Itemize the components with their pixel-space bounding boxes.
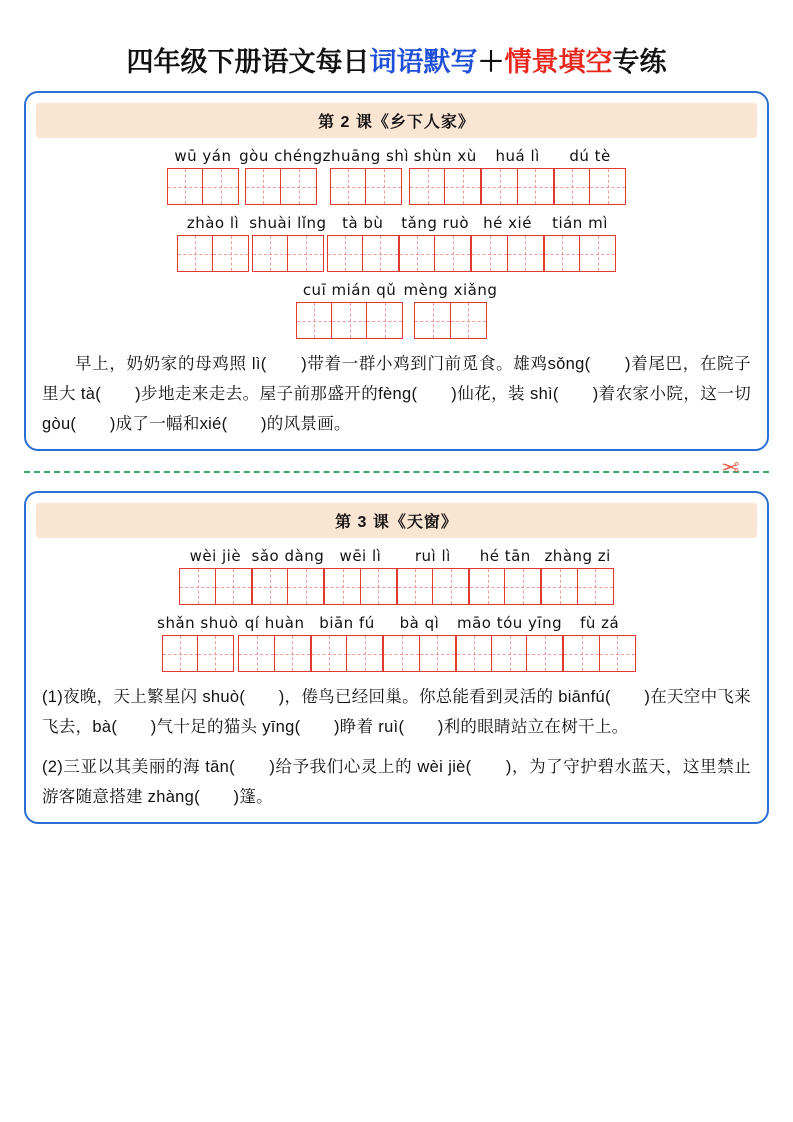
tianzi-cell[interactable] bbox=[419, 635, 456, 672]
pinyin-label: shùn xù bbox=[413, 147, 477, 165]
pinyin-label: huá lì bbox=[495, 147, 540, 165]
tianzi-boxes bbox=[245, 168, 317, 205]
word-row bbox=[26, 613, 767, 672]
tianzi-cell[interactable] bbox=[287, 568, 324, 605]
word-item bbox=[324, 546, 396, 605]
tianzi-cell[interactable] bbox=[504, 568, 541, 605]
fill-in-blank-paragraph[interactable]: 早上，奶奶家的母鸡照 lì( )带着一群小鸡到门前觅食。雄鸡sǒng( )着尾巴，在院子里大 tà( )步地走来走去。屋子前那盛开的fèng( )仙花，装 shì( )着农家小院，这一切 gòu( )成了一幅和xié( )的风景画。 bbox=[42, 355, 751, 433]
pinyin-label: shǎn shuò bbox=[157, 614, 239, 632]
word-item bbox=[252, 546, 325, 605]
page-title bbox=[24, 40, 769, 79]
tianzi-cell[interactable] bbox=[471, 235, 508, 272]
pinyin-label: zhuāng shì bbox=[322, 147, 410, 165]
page-title-part3: 情景填空 bbox=[504, 47, 613, 77]
pinyin-label: cuī mián qǔ bbox=[302, 281, 397, 299]
tianzi-cell[interactable] bbox=[366, 302, 403, 339]
page-title-part1: 四年级下册语文每日 bbox=[126, 47, 370, 77]
tianzi-cell[interactable] bbox=[434, 235, 471, 272]
word-item bbox=[469, 546, 541, 605]
word-item bbox=[239, 146, 322, 205]
tianzi-cell[interactable] bbox=[491, 635, 528, 672]
pinyin-label: tǎng ruò bbox=[401, 214, 470, 232]
tianzi-boxes bbox=[409, 168, 481, 205]
pinyin-label: mèng xiǎng bbox=[403, 281, 498, 299]
tianzi-cell[interactable] bbox=[589, 168, 626, 205]
tianzi-boxes bbox=[252, 235, 324, 272]
pinyin-label: tà bù bbox=[342, 214, 384, 232]
word-row bbox=[26, 213, 767, 272]
word-item bbox=[456, 613, 564, 672]
pinyin-label: zhào lì bbox=[186, 214, 240, 232]
tianzi-boxes bbox=[471, 235, 543, 272]
word-item bbox=[177, 213, 249, 272]
word-item bbox=[481, 146, 553, 205]
tianzi-cell[interactable] bbox=[202, 168, 239, 205]
tianzi-boxes bbox=[554, 168, 626, 205]
tianzi-cell[interactable] bbox=[296, 302, 333, 339]
tianzi-cell[interactable] bbox=[544, 235, 581, 272]
fill-in-blank-paragraph[interactable]: (2)三亚以其美丽的海 tān( )给予我们心灵上的 wèi jiè( )，为了守护碧水蓝天，这里禁止游客随意搭建 zhàng( )篷。 bbox=[42, 758, 751, 806]
word-row bbox=[26, 546, 767, 605]
tianzi-cell[interactable] bbox=[179, 568, 216, 605]
word-item bbox=[541, 546, 613, 605]
word-item bbox=[544, 213, 616, 272]
tianzi-cell[interactable] bbox=[311, 635, 348, 672]
word-item bbox=[238, 613, 310, 672]
tianzi-cell[interactable] bbox=[577, 568, 614, 605]
pinyin-label: dú tè bbox=[569, 147, 611, 165]
tianzi-boxes bbox=[167, 168, 239, 205]
tianzi-cell[interactable] bbox=[365, 168, 402, 205]
tianzi-boxes bbox=[311, 635, 383, 672]
tianzi-boxes bbox=[177, 235, 249, 272]
pinyin-label: biān fú bbox=[319, 614, 375, 632]
pinyin-label: sǎo dàng bbox=[251, 547, 325, 565]
word-item bbox=[471, 213, 543, 272]
tianzi-cell[interactable] bbox=[397, 568, 434, 605]
tianzi-cell[interactable] bbox=[399, 235, 436, 272]
tianzi-cell[interactable] bbox=[450, 302, 487, 339]
tianzi-boxes bbox=[238, 635, 310, 672]
tianzi-cell[interactable] bbox=[444, 168, 481, 205]
tianzi-boxes bbox=[252, 568, 324, 605]
tianzi-cell[interactable] bbox=[360, 568, 397, 605]
page-title-plus: ＋ bbox=[477, 47, 505, 77]
tianzi-cell[interactable] bbox=[245, 168, 282, 205]
tianzi-cell[interactable] bbox=[162, 635, 199, 672]
cut-divider bbox=[24, 451, 769, 491]
page-title-part2: 词语默写 bbox=[369, 47, 478, 77]
pinyin-label: wèi jiè bbox=[189, 547, 242, 565]
tianzi-boxes bbox=[456, 635, 564, 672]
tianzi-boxes bbox=[162, 635, 234, 672]
tianzi-cell[interactable] bbox=[252, 568, 289, 605]
tianzi-cell[interactable] bbox=[432, 568, 469, 605]
tianzi-boxes bbox=[327, 235, 399, 272]
dashed-line bbox=[24, 471, 769, 473]
tianzi-boxes bbox=[414, 302, 486, 339]
word-item bbox=[323, 146, 409, 205]
lesson-card-1 bbox=[24, 91, 769, 451]
word-item bbox=[167, 146, 239, 205]
pinyin-label: fù zá bbox=[580, 614, 620, 632]
lesson-1-header: 第 2 课《乡下人家》 bbox=[36, 103, 757, 138]
tianzi-boxes bbox=[399, 235, 471, 272]
tianzi-cell[interactable] bbox=[274, 635, 311, 672]
tianzi-boxes bbox=[544, 235, 616, 272]
pinyin-label: hé tān bbox=[479, 547, 531, 565]
tianzi-cell[interactable] bbox=[409, 168, 446, 205]
tianzi-cell[interactable] bbox=[167, 168, 204, 205]
word-row bbox=[26, 146, 767, 205]
pinyin-label: ruì lì bbox=[414, 547, 451, 565]
scissors-icon: ✂ bbox=[720, 455, 739, 480]
tianzi-cell[interactable] bbox=[287, 235, 324, 272]
tianzi-boxes bbox=[469, 568, 541, 605]
pinyin-label: shuài lǐng bbox=[249, 214, 327, 232]
pinyin-label: māo tóu yīng bbox=[456, 614, 563, 632]
word-item bbox=[296, 280, 404, 339]
word-item bbox=[397, 546, 469, 605]
word-row bbox=[26, 280, 767, 339]
tianzi-cell[interactable] bbox=[212, 235, 249, 272]
tianzi-cell[interactable] bbox=[481, 168, 518, 205]
pinyin-label: wū yán bbox=[174, 147, 232, 165]
tianzi-boxes bbox=[563, 635, 635, 672]
tianzi-boxes bbox=[481, 168, 553, 205]
pinyin-label: tián mì bbox=[552, 214, 608, 232]
word-item bbox=[554, 146, 626, 205]
pinyin-label: gòu chéng bbox=[239, 147, 323, 165]
tianzi-boxes bbox=[397, 568, 469, 605]
pinyin-label: zhàng zi bbox=[544, 547, 611, 565]
tianzi-cell[interactable] bbox=[414, 302, 451, 339]
pinyin-label: bà qì bbox=[399, 614, 440, 632]
tianzi-cell[interactable] bbox=[599, 635, 636, 672]
tianzi-cell[interactable] bbox=[579, 235, 616, 272]
tianzi-cell[interactable] bbox=[554, 168, 591, 205]
tianzi-cell[interactable] bbox=[215, 568, 252, 605]
fill-in-blank-paragraph[interactable]: (1)夜晚，天上繁星闪 shuò( )，倦鸟已经回巢。你总能看到灵活的 biānfú( )在天空中飞来飞去，bà( )气十足的猫头 yīng( )睁着 ruì( )利的眼睛站立在树干上。 bbox=[42, 688, 751, 736]
tianzi-cell[interactable] bbox=[383, 635, 420, 672]
tianzi-boxes bbox=[541, 568, 613, 605]
word-item bbox=[409, 146, 481, 205]
tianzi-boxes bbox=[324, 568, 396, 605]
tianzi-cell[interactable] bbox=[469, 568, 506, 605]
tianzi-cell[interactable] bbox=[252, 235, 289, 272]
tianzi-cell[interactable] bbox=[517, 168, 554, 205]
word-item bbox=[249, 213, 326, 272]
word-item bbox=[311, 613, 383, 672]
tianzi-cell[interactable] bbox=[541, 568, 578, 605]
word-item bbox=[563, 613, 635, 672]
page-title-part4: 专练 bbox=[612, 47, 667, 77]
word-item bbox=[327, 213, 399, 272]
lesson-card-2 bbox=[24, 491, 769, 824]
word-item bbox=[399, 213, 471, 272]
tianzi-cell[interactable] bbox=[280, 168, 317, 205]
pinyin-label: wēi lì bbox=[339, 547, 382, 565]
tianzi-boxes bbox=[330, 168, 402, 205]
tianzi-cell[interactable] bbox=[238, 635, 275, 672]
tianzi-cell[interactable] bbox=[197, 635, 234, 672]
pinyin-label: hé xié bbox=[483, 214, 532, 232]
word-item bbox=[179, 546, 251, 605]
tianzi-cell[interactable] bbox=[526, 635, 563, 672]
tianzi-cell[interactable] bbox=[456, 635, 493, 672]
tianzi-boxes bbox=[296, 302, 404, 339]
word-item bbox=[403, 280, 497, 339]
tianzi-cell[interactable] bbox=[331, 302, 368, 339]
tianzi-cell[interactable] bbox=[346, 635, 383, 672]
tianzi-cell[interactable] bbox=[330, 168, 367, 205]
tianzi-cell[interactable] bbox=[507, 235, 544, 272]
word-item bbox=[383, 613, 455, 672]
tianzi-boxes bbox=[179, 568, 251, 605]
tianzi-cell[interactable] bbox=[177, 235, 214, 272]
pinyin-label: qí huàn bbox=[244, 614, 305, 632]
lesson-2-header: 第 3 课《天窗》 bbox=[36, 503, 757, 538]
tianzi-cell[interactable] bbox=[327, 235, 364, 272]
tianzi-boxes bbox=[383, 635, 455, 672]
tianzi-cell[interactable] bbox=[362, 235, 399, 272]
tianzi-cell[interactable] bbox=[324, 568, 361, 605]
tianzi-cell[interactable] bbox=[563, 635, 600, 672]
word-item bbox=[157, 613, 238, 672]
